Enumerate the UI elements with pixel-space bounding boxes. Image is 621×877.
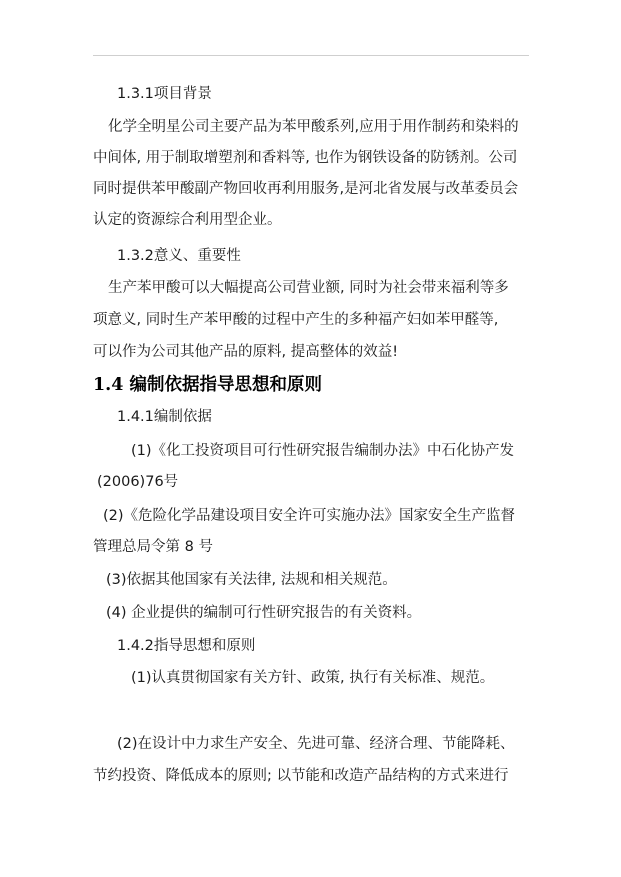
list-item: 管理总局令第 8 号 [93,539,213,555]
paragraph-line: 中间体, 用于制取增塑剂和香料等, 也作为钢铁设备的防锈剂。公司 [93,150,518,166]
paragraph-line: 生产苯甲酸可以大幅提高公司营业额, 同时为社会带来福利等多 [108,280,509,296]
list-item: 节约投资、降低成本的原则; 以节能和改造产品结构的方式来进行 [93,768,509,784]
paragraph-line: 认定的资源综合利用型企业。 [93,212,282,228]
list-item: (2006)76号 [97,474,179,490]
section-heading-1-4: 1.4 编制依据指导思想和原则 [93,375,323,395]
list-item: (2)在设计中力求生产安全、先进可靠、经济合理、节能降耗、 [117,736,515,752]
list-item: (3)依据其他国家有关法律, 法规和相关规范。 [106,572,397,588]
paragraph-line: 可以作为公司其他产品的原料, 提高整体的效益! [93,344,399,360]
section-title-1-4-2: 1.4.2指导思想和原则 [117,638,256,654]
list-item: (2)《危险化学品建设项目安全许可实施办法》国家安全生产监督 [103,508,516,524]
section-title-1-4-1: 1.4.1编制依据 [117,409,212,425]
paragraph-line: 化学全明星公司主要产品为苯甲酸系列,应用于用作制药和染料的 [108,119,519,135]
section-title-1-3-1: 1.3.1项目背景 [117,86,212,102]
section-title-1-3-2: 1.3.2意义、重要性 [117,248,241,264]
list-item: (1)认真贯彻国家有关方针、政策, 执行有关标准、规范。 [131,670,495,686]
paragraph-line: 项意义, 同时生产苯甲酸的过程中产生的多种福产妇如苯甲醛等, [93,312,499,328]
paragraph-line: 同时提供苯甲酸副产物回收再利用服务,是河北省发展与改革委员会 [93,181,519,197]
list-item: (1)《化工投资项目可行性研究报告编制办法》中石化协产发 [131,443,515,459]
header-rule [93,55,529,56]
list-item: (4) 企业提供的编制可行性研究报告的有关资料。 [106,605,422,621]
